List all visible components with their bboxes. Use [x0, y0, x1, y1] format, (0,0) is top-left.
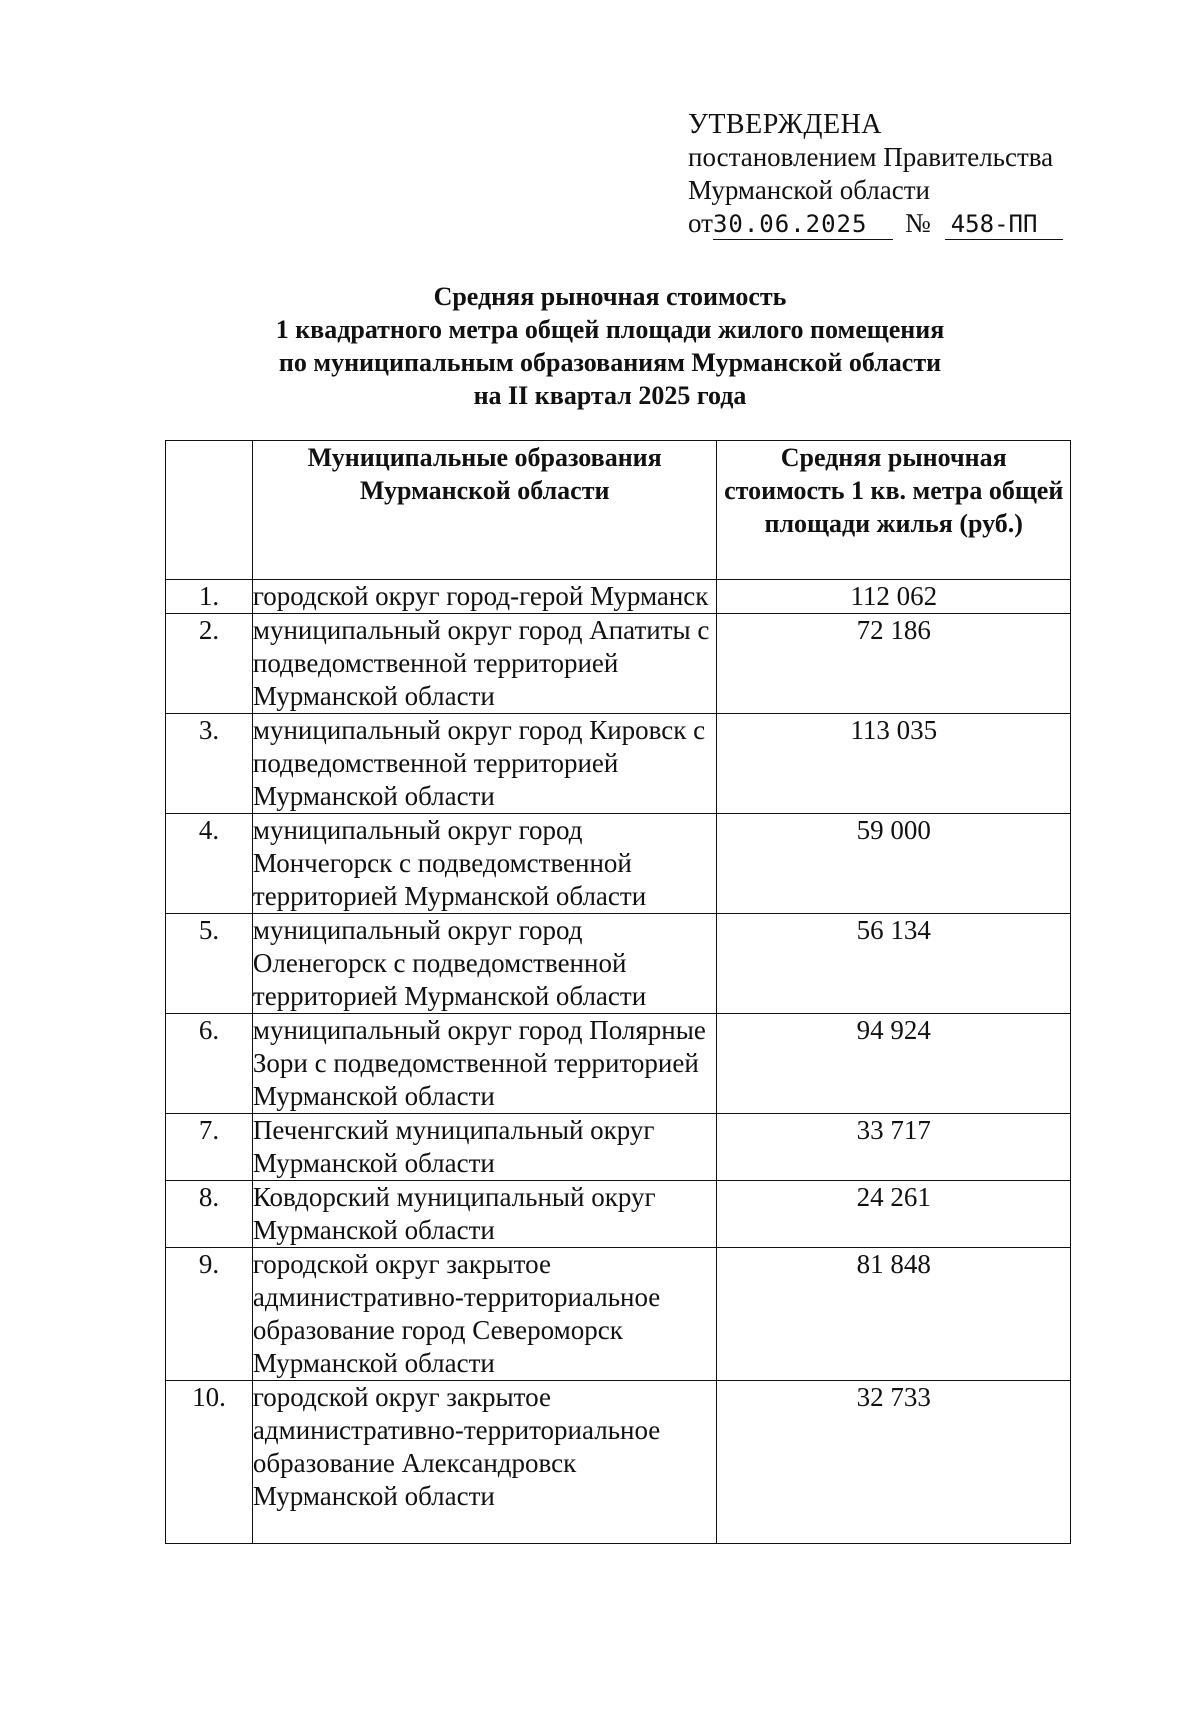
header-municipality: Муниципальные образования Мурманской области [252, 441, 717, 580]
table-row [166, 580, 1071, 614]
table-row [166, 1381, 1071, 1544]
approval-title: УТВЕРЖДЕНА [688, 109, 883, 140]
row-price: 33 717 [717, 1114, 1071, 1181]
row-number: 1. [166, 580, 253, 614]
row-price: 72 186 [717, 614, 1071, 714]
table-row [166, 614, 1071, 714]
table-row [166, 1181, 1071, 1248]
approval-date-line [688, 207, 1063, 240]
row-price: 112 062 [717, 580, 1071, 614]
header-number [166, 441, 253, 580]
row-number: 4. [166, 814, 253, 914]
document-title [160, 280, 1060, 412]
row-price: 81 848 [717, 1248, 1071, 1381]
approval-line-1: постановлением Правительства [688, 142, 1054, 172]
table-row [166, 914, 1071, 1014]
row-number: 3. [166, 714, 253, 814]
title-line-3: по муниципальным образованиям Мурманской области [278, 348, 942, 377]
row-number: 2. [166, 614, 253, 714]
row-price: 59 000 [717, 814, 1071, 914]
row-municipality: муниципальный округ город Полярные Зори с подведомственной территорией Мурманской области [252, 1014, 717, 1114]
row-municipality: Печенгский муниципальный округ Мурманской области [252, 1114, 717, 1181]
row-municipality: муниципальный округ город Кировск с подведомственной территорией Мурманской области [252, 714, 717, 814]
approval-block [688, 108, 1063, 240]
date-prefix: от [688, 208, 713, 238]
row-municipality: муниципальный округ город Оленегорск с подведомственной территорией Мурманской области [252, 914, 717, 1014]
title-line-1: Средняя рыночная стоимость [433, 282, 787, 311]
header-price: Средняя рыночная стоимость 1 кв. метра общей площади жилья (руб.) [717, 441, 1071, 580]
row-price: 24 261 [717, 1181, 1071, 1248]
row-price: 32 733 [717, 1381, 1071, 1544]
row-price: 56 134 [717, 914, 1071, 1014]
row-number: 9. [166, 1248, 253, 1381]
row-municipality: муниципальный округ город Апатиты с подведомственной территорией Мурманской области [252, 614, 717, 714]
row-number: 6. [166, 1014, 253, 1114]
row-number: 7. [166, 1114, 253, 1181]
row-number: 5. [166, 914, 253, 1014]
row-price: 94 924 [717, 1014, 1071, 1114]
approval-number: 458-ПП [945, 211, 1063, 240]
table-row [166, 714, 1071, 814]
title-line-2: 1 квадратного метра общей площади жилого помещения [275, 315, 945, 344]
table-row [166, 1114, 1071, 1181]
row-municipality: Ковдорский муниципальный округ Мурманской области [252, 1181, 717, 1248]
number-sign: № [904, 208, 931, 238]
row-municipality: муниципальный округ город Мончегорск с подведомственной территорией Мурманской области [252, 814, 717, 914]
price-table [165, 440, 1071, 1544]
row-number: 10. [166, 1381, 253, 1544]
approval-line-2: Мурманской области [688, 175, 930, 205]
row-municipality: городской округ закрытое административно-территориальное образование город Североморск Мурманской области [252, 1248, 717, 1381]
table-row [166, 1248, 1071, 1381]
row-municipality: городской округ город-герой Мурманск [252, 580, 717, 614]
row-price: 113 035 [717, 714, 1071, 814]
title-line-4: на II квартал 2025 года [473, 381, 747, 410]
table-header-row [166, 441, 1071, 580]
table-row [166, 1014, 1071, 1114]
row-number: 8. [166, 1181, 253, 1248]
approval-date: 30.06.2025 [713, 211, 893, 240]
table-row [166, 814, 1071, 914]
row-municipality: городской округ закрытое административно-территориальное образование Александровск Мурманской области [252, 1381, 717, 1544]
